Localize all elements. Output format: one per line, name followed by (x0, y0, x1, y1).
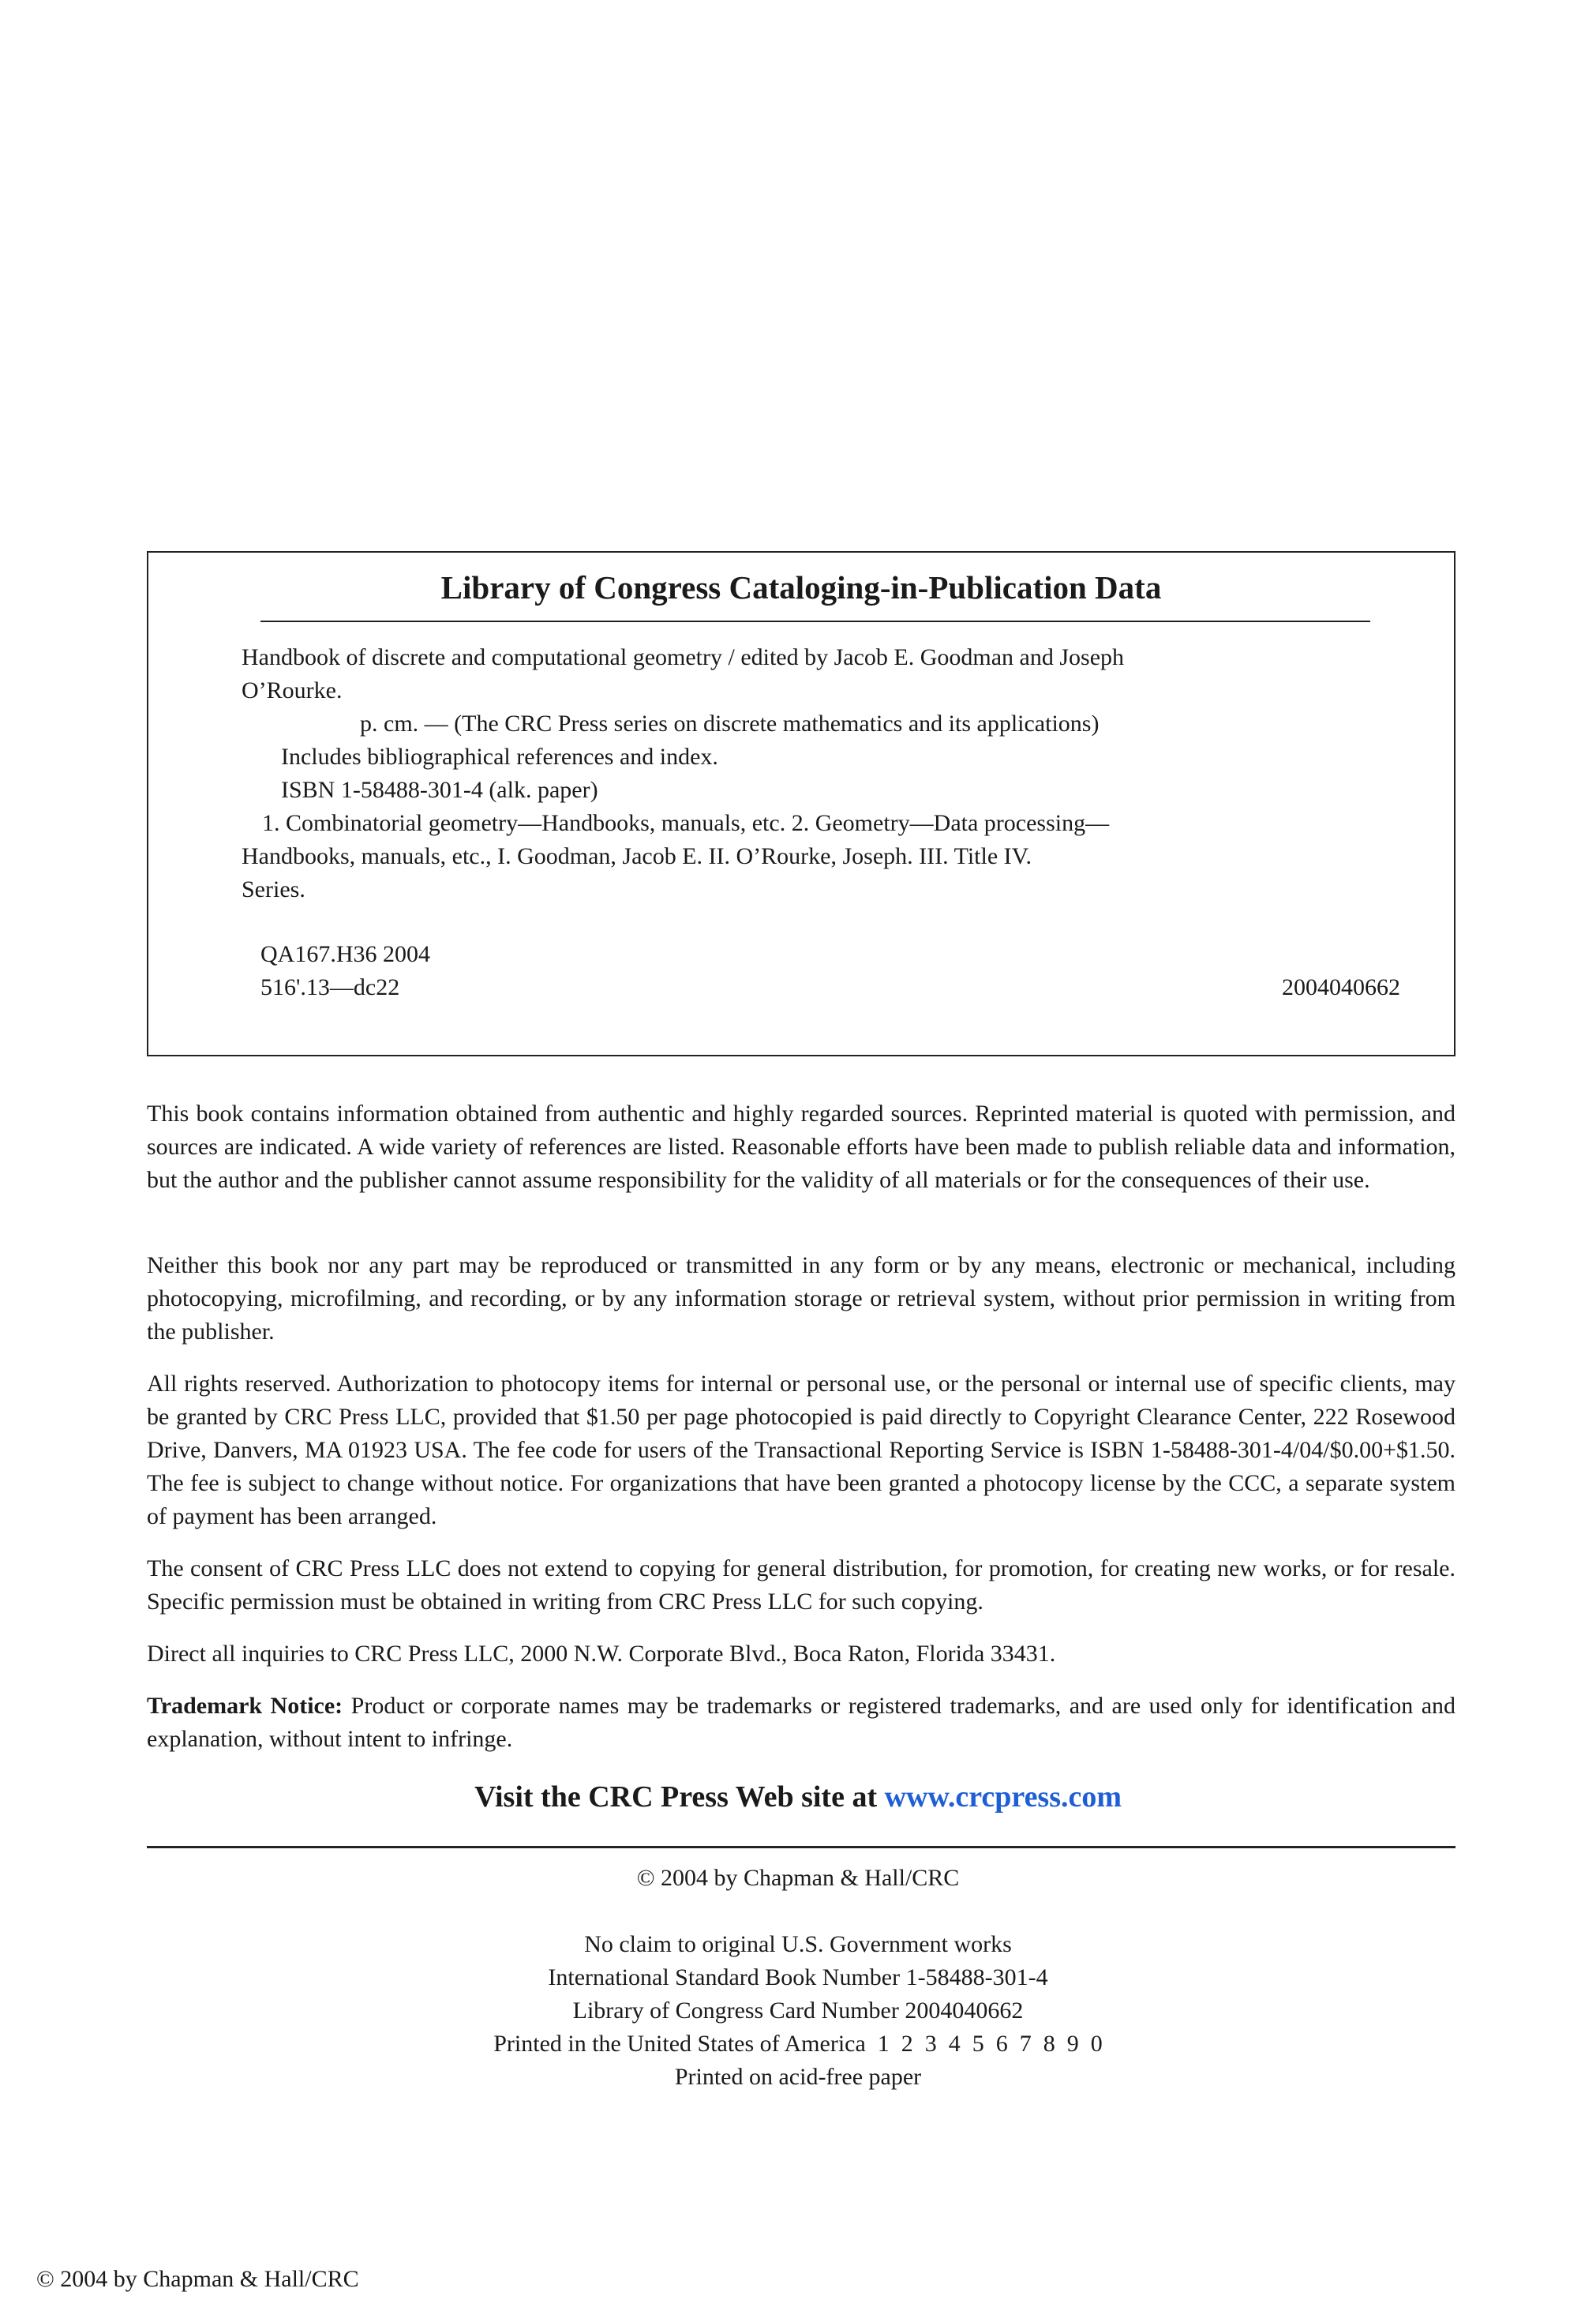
cip-line-7: Handbooks, manuals, etc., I. Goodman, Jacob E. II. O’Rourke, Joseph. III. Title IV. (242, 843, 1032, 869)
cip-line-4: Includes bibliographical references and index. (281, 744, 718, 770)
imprint-copyright: © 2004 by Chapman & Hall/CRC (636, 1865, 960, 1891)
cip-line-3: p. cm. — (The CRC Press series on discrete mathematics and its applications) (360, 711, 1100, 737)
paragraph-sources: This book contains information obtained from authentic and highly regarded sources. Reprinted material is quoted with permission, and sources are indicated. A wide variety of references are listed. Reasonable efforts have been made to publish reliable data and information, but the author and the publisher cannot assume responsibility for the validity of all materials or for the consequences of their use. (147, 1101, 1456, 1193)
imprint-lccn: Library of Congress Card Number 2004040662 (572, 1998, 1024, 2024)
website-link[interactable]: www.crcpress.com (884, 1780, 1122, 1814)
paragraph-trademark (147, 1690, 1456, 1756)
trademark-label: Trademark Notice: (147, 1693, 343, 1719)
cip-line-2: O’Rourke. (242, 677, 343, 703)
paragraph-rights: All rights reserved. Authorization to photocopy items for internal or personal use, or the personal or internal use of specific clients, may be granted by CRC Press LLC, provided that $1.50 per page photocopied is paid directly to Copyright Clearance Center, 222 Rosewood Drive, Danvers, MA 01923 USA. The fee code for users of the Transactional Reporting Service is ISBN 1-58488-301-4/04/$0.00+$1.50. The fee is subject to change without notice. For organizations that have been granted a photocopy license by the CCC, a separate system of payment has been arranged. (147, 1371, 1456, 1529)
visit-text: Visit the CRC Press Web site at (474, 1780, 878, 1814)
cip-title-rule (260, 621, 1370, 622)
cip-dewey: 516'.13—dc22 (260, 974, 400, 1000)
cip-call-number: QA167.H36 2004 (260, 941, 430, 967)
cip-line-1: Handbook of discrete and computational geometry / edited by Jacob E. Goodman and Joseph (242, 644, 1125, 670)
cip-line-8: Series. (242, 876, 305, 902)
visit-website-line (0, 1780, 1596, 1814)
cip-data-box (147, 551, 1456, 1056)
imprint-acid-free: Printed on acid-free paper (674, 2064, 922, 2090)
trademark-text: Product or corporate names may be trademarks or registered trademarks, and are used only for identification and explanation, without intent to infringe. (147, 1693, 1456, 1752)
imprint-printed-in (0, 2031, 1596, 2058)
cip-lccn: 2004040662 (1282, 974, 1400, 1000)
paragraph-reproduction: Neither this book nor any part may be reproduced or transmitted in any form or by any means, electronic or mechanical, including photocopying, microfilming, and recording, or by any information storage or retrieval system, without prior permission in writing from the publisher. (147, 1252, 1456, 1345)
cip-title: Library of Congress Cataloging-in-Publication Data (440, 569, 1162, 606)
paragraph-inquiries: Direct all inquiries to CRC Press LLC, 2000 N.W. Corporate Blvd., Boca Raton, Florida 33431. (147, 1641, 1056, 1667)
footer-copyright: © 2004 by Chapman & Hall/CRC (36, 2266, 359, 2292)
paragraph-consent: The consent of CRC Press LLC does not extend to copying for general distribution, for promotion, for creating new works, or for resale. Specific permission must be obtained in writing from CRC Press LLC for such copying. (147, 1555, 1456, 1615)
imprint-isbn: International Standard Book Number 1-58488-301-4 (548, 1964, 1048, 1990)
imprint-government-works: No claim to original U.S. Government works (584, 1931, 1012, 1957)
print-numbers: 1 2 3 4 5 6 7 8 9 0 (877, 2031, 1103, 2057)
printed-in-text: Printed in the United States of America (493, 2031, 866, 2057)
imprint-rule (147, 1846, 1456, 1848)
cip-line-6: 1. Combinatorial geometry—Handbooks, manuals, etc. 2. Geometry—Data processing— (262, 810, 1110, 836)
cip-line-5: ISBN 1-58488-301-4 (alk. paper) (281, 777, 598, 803)
